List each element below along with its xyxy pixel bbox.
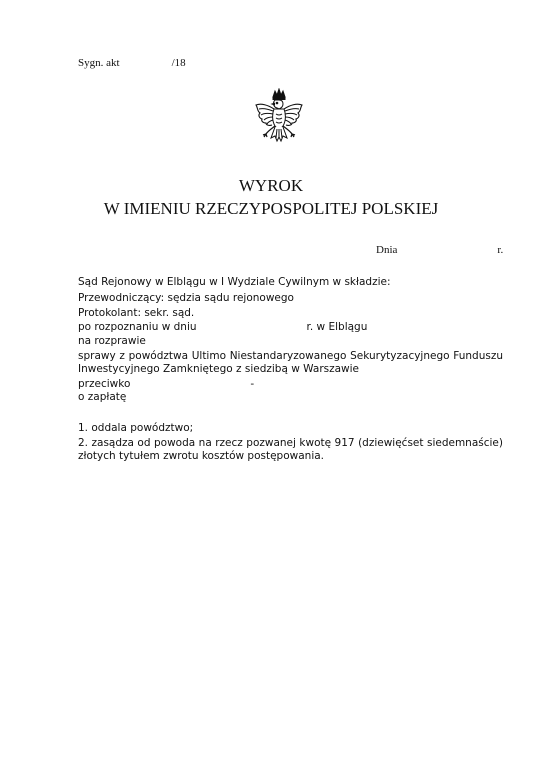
against-dash: - (250, 378, 255, 390)
case-description: sprawy z powództwa Ultimo Niestandaryzowanego Sekurytyzacyjnego Funduszu Inwestycyjnego Zamkniętego z siedzibą w Warszawie (78, 350, 503, 375)
hearing-type: na rozprawie (78, 335, 146, 347)
case-signature-label: Sygn. akt (78, 57, 120, 69)
presiding-judge: Przewodniczący: sędzia sądu rejonowego (78, 292, 294, 304)
court-composition: Sąd Rejonowy w Elblągu w I Wydziale Cywilnym w składzie: (78, 276, 391, 288)
date-label: Dnia (376, 244, 398, 256)
court-clerk: Protokolant: sekr. sąd. (78, 307, 195, 319)
hearing-prefix: po rozpoznaniu w dniu (78, 321, 197, 333)
case-subject: o zapłatę (78, 391, 127, 403)
ruling-item-1: 1. oddala powództwo; (78, 422, 194, 434)
against-label: przeciwko (78, 378, 131, 390)
case-signature-number: /18 (171, 57, 186, 69)
judgment-title: WYROK (238, 176, 304, 195)
judgment-subtitle: W IMIENIU RZECZYPOSPOLITEJ POLSKIEJ (103, 199, 439, 218)
polish-eagle-icon (254, 88, 304, 154)
ruling-item-2: 2. zasądza od powoda na rzecz pozwanej kwotę 917 (dziewięćset siedemnaście) złotych tytułem zwrotu kosztów postępowania. (78, 437, 503, 462)
case-signature (78, 57, 186, 69)
defendant-line (78, 378, 254, 390)
hearing-suffix: r. w Elblągu (306, 321, 368, 333)
hearing-date-line (78, 321, 367, 333)
date-suffix: r. (497, 244, 504, 256)
judgment-date (376, 244, 503, 256)
